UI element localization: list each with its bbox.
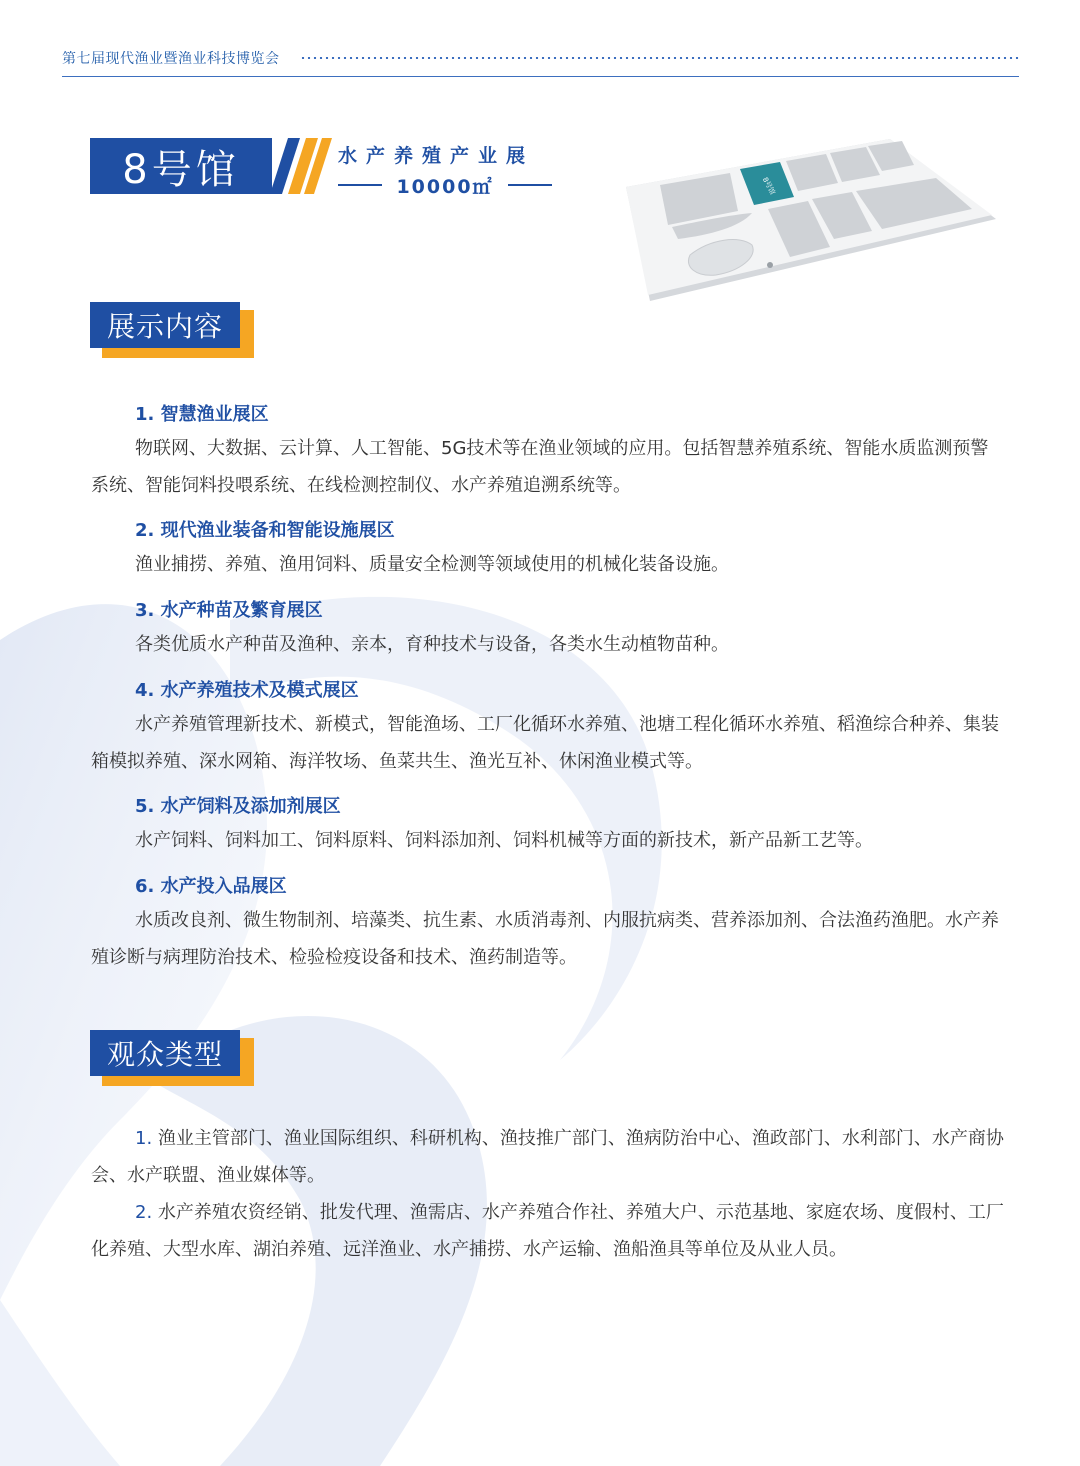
audience-item (91, 1120, 1006, 1194)
area-line-left (338, 184, 382, 186)
exhibit-title: 2. 现代渔业装备和智能设施展区 (135, 520, 395, 541)
audience-item (91, 1194, 1006, 1268)
hall-area-value: 10000㎡ (396, 175, 494, 198)
exhibits-title: 展示内容 (90, 302, 240, 348)
audience-title: 观众类型 (90, 1030, 240, 1076)
exhibit-title: 1. 智慧渔业展区 (135, 404, 269, 425)
venue-map (620, 135, 1000, 305)
exhibit-title: 3. 水产种苗及繁育展区 (135, 600, 323, 621)
expo-title: 第七届现代渔业暨渔业科技博览会 (62, 51, 280, 67)
audience-num: 1. (135, 1128, 153, 1149)
hall-subtitle: 水产养殖产业展 (338, 145, 535, 167)
exhibit-title: 5. 水产饲料及添加剂展区 (135, 796, 341, 817)
exhibit-text: 渔业捕捞、养殖、渔用饲料、质量安全检测等领域使用的机械化装备设施。 (135, 554, 729, 575)
exhibit-text: 水产饲料、饲料加工、饲料原料、饲料添加剂、饲料机械等方面的新技术，新产品新工艺等。 (135, 830, 873, 851)
exhibit-title: 4. 水产养殖技术及模式展区 (135, 680, 359, 701)
exhibit-text: 水质改良剂、微生物制剂、培藻类、抗生素、水质消毒剂、内服抗病类、营养添加剂、合法渔药渔肥。水产养殖诊断与病理防治技术、检验检疫设备和技术、渔药制造等。 (91, 910, 999, 968)
area-line-right (508, 184, 552, 186)
dotted-line (300, 57, 1020, 59)
audience-num: 2. (135, 1202, 153, 1223)
hall-name-badge (90, 138, 272, 194)
audience-text: 渔业主管部门、渔业国际组织、科研机构、渔技推广部门、渔病防治中心、渔政部门、水利部门、水产商协会、水产联盟、渔业媒体等。 (91, 1128, 1004, 1186)
exhibit-text: 各类优质水产种苗及渔种、亲本，育种技术与设备，各类水生动植物苗种。 (135, 634, 729, 655)
exhibit-title: 6. 水产投入品展区 (135, 876, 287, 897)
audience-text: 水产养殖农资经销、批发代理、渔需店、水产养殖合作社、养殖大户、示范基地、家庭农场、度假村、工厂化养殖、大型水库、湖泊养殖、远洋渔业、水产捕捞、水产运输、渔船渔具等单位及从业人员。 (91, 1202, 1004, 1260)
hall-area (338, 174, 552, 196)
exhibit-text: 水产养殖管理新技术、新模式，智能渔场、工厂化循环水养殖、池塘工程化循环水养殖、稻渔综合种养、集装箱模拟养殖、深水网箱、海洋牧场、鱼菜共生、渔光互补、休闲渔业模式等。 (91, 714, 999, 772)
hall-name: 8号馆 (122, 146, 240, 193)
map-highlight-label: 8号馆 (760, 176, 777, 197)
header-rule (62, 76, 1019, 77)
slash-decoration-icon (270, 138, 334, 194)
exhibit-text: 物联网、大数据、云计算、人工智能、5G技术等在渔业领域的应用。包括智慧养殖系统、智能水质监测预警系统、智能饲料投喂系统、在线检测控制仪、水产养殖追溯系统等。 (91, 438, 989, 496)
exhibits-section-title (90, 302, 255, 358)
audience-section-title (90, 1030, 255, 1086)
